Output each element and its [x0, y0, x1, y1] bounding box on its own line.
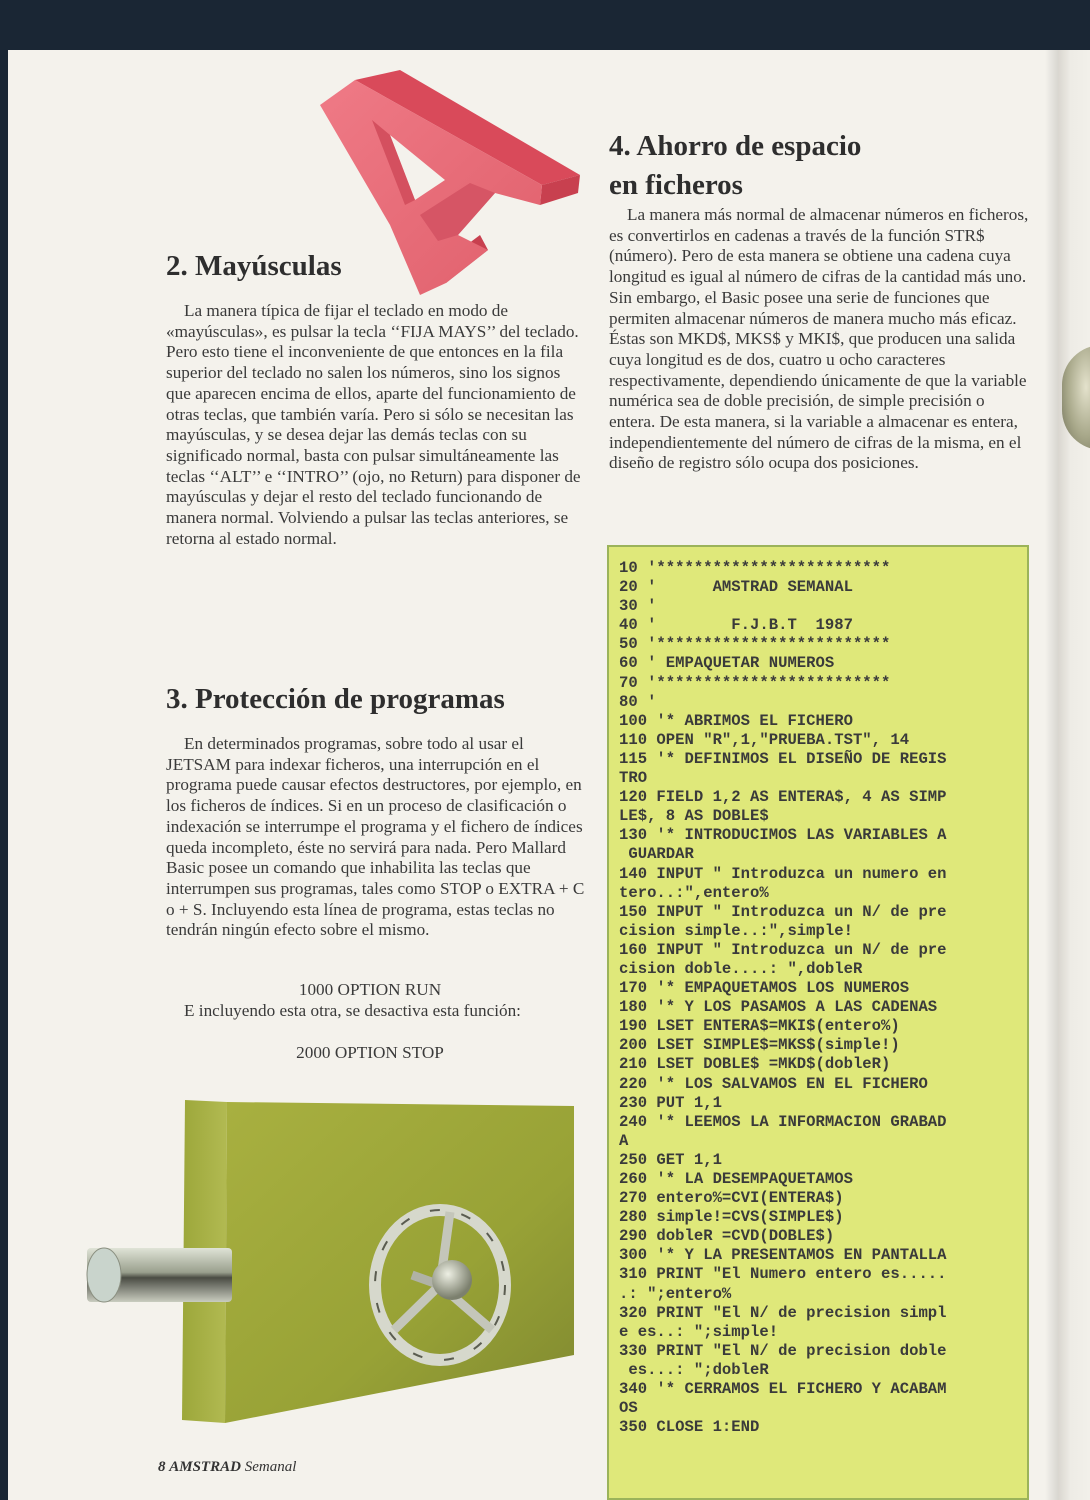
code-line: 300 '* Y LA PRESENTAMOS EN PANTALLA: [619, 1246, 947, 1265]
section-paragraph-ahorro: [609, 205, 1034, 474]
code-line: OS: [619, 1399, 638, 1418]
code-line: es...: ";dobleR: [619, 1360, 769, 1379]
code-line: 120 FIELD 1,2 AS ENTERA$, 4 AS SIMP: [619, 788, 947, 807]
code-line: cision simple..:",simple!: [619, 921, 853, 940]
code-line: 190 LSET ENTERA$=MKI$(entero%): [619, 1017, 900, 1036]
section-paragraph-proteccion: [166, 734, 591, 941]
adjacent-page-edge: [1058, 50, 1090, 1500]
code-line: GUARDAR: [619, 845, 694, 864]
code-line: 115 '* DEFINIMOS EL DISEÑO DE REGIS: [619, 749, 947, 768]
page-footer: [158, 1459, 296, 1476]
code-line: 70 '*************************: [619, 673, 891, 692]
code-line: 330 PRINT "El N/ de precision doble: [619, 1341, 947, 1360]
code-line: 260 '* LA DESEMPAQUETAMOS: [619, 1170, 853, 1188]
code-line: 170 '* EMPAQUETAMOS LOS NUMEROS: [619, 979, 910, 998]
code-line: 210 LSET DOBLE$ =MKD$(dobleR): [619, 1055, 891, 1074]
code-line: 40 ' F.J.B.T 1987: [619, 616, 853, 635]
code-line: TRO: [619, 769, 648, 788]
code-line: A: [619, 1131, 629, 1150]
code-line: 250 GET 1,1: [619, 1150, 722, 1169]
section-heading-mayusculas: 2. Mayúsculas: [166, 250, 342, 282]
heading-line: 4. Ahorro de espacio: [609, 130, 862, 162]
code-line: 290 dobleR =CVD(DOBLE$): [619, 1227, 835, 1246]
safe-illustration: [82, 1090, 582, 1430]
code-line: 180 '* Y LOS PASAMOS A LAS CADENAS: [619, 998, 938, 1017]
footer-publication: Semanal: [244, 1459, 297, 1475]
option-run-command: 1000 OPTION RUN: [298, 980, 442, 999]
code-line: 60 ' EMPAQUETAR NUMEROS: [619, 654, 835, 673]
basic-code-listing: [607, 545, 1029, 1500]
footer-brand: AMSTRAD: [169, 1459, 241, 1475]
code-line: tero..:",entero%: [619, 883, 769, 902]
paragraph-text: La manera típica de fijar el teclado en modo de «mayúsculas», es pulsar la tecla ‘‘FIJA MAYS’’ del teclado. Pero esto tiene el inconveniente de que entonces en la fila superior del teclado no salen los números, sino los signos que aparecen encima de ellos, aparte del funcionamiento de otras teclas, que también varía. Pero si sólo se necesitan las mayúsculas, y se desea dejar las demás teclas con su significado normal, basta con pulsar simultáneamente las teclas ‘‘ALT’’ e ‘‘INTRO’’ (ojo, no Return) para disponer de mayúsculas y dejar el resto del teclado funcionando de manera normal. Volviendo a pulsar las teclas anteriores, se retorna al estado normal.: [166, 301, 581, 548]
code-line: 100 '* ABRIMOS EL FICHERO: [619, 711, 853, 730]
section-heading-proteccion: 3. Protección de programas: [166, 683, 505, 715]
code-line: 200 LSET SIMPLE$=MKS$(simple!): [619, 1036, 900, 1055]
paragraph-text: En determinados programas, sobre todo al usar el JETSAM para indexar ficheros, una interrupción en el programa puede causar efectos destructores, por ejemplo, en los ficheros de índices. Si en un proceso de clasificación o indexación se interrumpe el programa y el fichero de índices queda incompleto, éste no servirá para nada. Pero Mallard Basic posee un comando que inhabilita las teclas que interrumpen sus programas, tales como STOP o EXTRA + C o + S. Incluyendo esta línea de programa, estas teclas no tendrán ningún efecto sobre el mismo.: [166, 734, 585, 940]
code-line: e es..: ";simple!: [619, 1322, 779, 1341]
code-line: 130 '* INTRODUCIMOS LAS VARIABLES A: [619, 826, 947, 845]
code-line: 240 '* LEEMOS LA INFORMACION GRABAD: [619, 1112, 947, 1131]
code-line: 310 PRINT "El Numero entero es.....: [619, 1265, 947, 1284]
code-line: 30 ': [619, 597, 657, 616]
code-line: LE$, 8 AS DOBLE$: [619, 807, 769, 826]
code-line: 230 PUT 1,1: [619, 1093, 722, 1112]
code-line: 10 '*************************: [619, 559, 891, 577]
code-line: 50 '*************************: [619, 635, 891, 654]
code-line: 80 ': [619, 692, 657, 711]
option-stop-command: 2000 OPTION STOP: [296, 1043, 444, 1062]
page-number: 8: [158, 1459, 166, 1475]
section-paragraph-mayusculas: [166, 301, 586, 549]
code-line: 320 PRINT "El N/ de precision simpl: [619, 1303, 947, 1322]
code-line: 270 entero%=CVI(ENTERA$): [619, 1189, 844, 1208]
paragraph-text: E incluyendo esta otra, se desactiva esta función:: [184, 1001, 521, 1020]
code-line: 340 '* CERRAMOS EL FICHERO Y ACABAM: [619, 1380, 947, 1399]
page-fold-shadow: [1045, 50, 1059, 1500]
paragraph-text: La manera más normal de almacenar números en ficheros, es convertirlos en cadenas a través de la función STR$ (número). Pero de esta manera se obtiene una cadena cuya longitud es igual al número de cifras de la cantidad más uno. Sin embargo, el Basic posee una serie de funciones que permiten almacenar números de manera mucho más eficaz. Éstas son MKD$, MKS$ y MKI$, que producen una salida cuya longitud es de dos, cuatro u ocho caracteres respectivamente, dependiendo únicamente de que la variable numérica sea de doble precisión, de simple precisión o entera. De esta manera, si la variable a almacenar es entera, independientemente del número de cifras de la misma, en el diseño de registro sólo ocupa dos posiciones.: [609, 205, 1029, 473]
code-line: 220 '* LOS SALVAMOS EN EL FICHERO: [619, 1074, 928, 1093]
code-line: 350 CLOSE 1:END: [619, 1418, 760, 1437]
section-heading-ahorro: [609, 127, 1029, 205]
code-line: .: ";entero%: [619, 1284, 732, 1303]
section-paragraph-proteccion-2: [166, 1001, 591, 1022]
code-line: 140 INPUT " Introduzca un numero en: [619, 864, 947, 883]
code-line: 20 ' AMSTRAD SEMANAL: [619, 578, 853, 597]
letter-a-illustration: [310, 65, 585, 305]
code-line: 110 OPEN "R",1,"PRUEBA.TST", 14: [619, 730, 910, 749]
code-line: 160 INPUT " Introduzca un N/ de pre: [619, 940, 947, 959]
code-block: [609, 547, 1027, 1437]
code-line: cision doble....: ",dobleR: [619, 959, 863, 978]
code-line: 280 simple!=CVS(SIMPLE$): [619, 1208, 844, 1227]
code-line: 150 INPUT " Introduzca un N/ de pre: [619, 902, 947, 921]
heading-line: en ficheros: [609, 169, 743, 201]
